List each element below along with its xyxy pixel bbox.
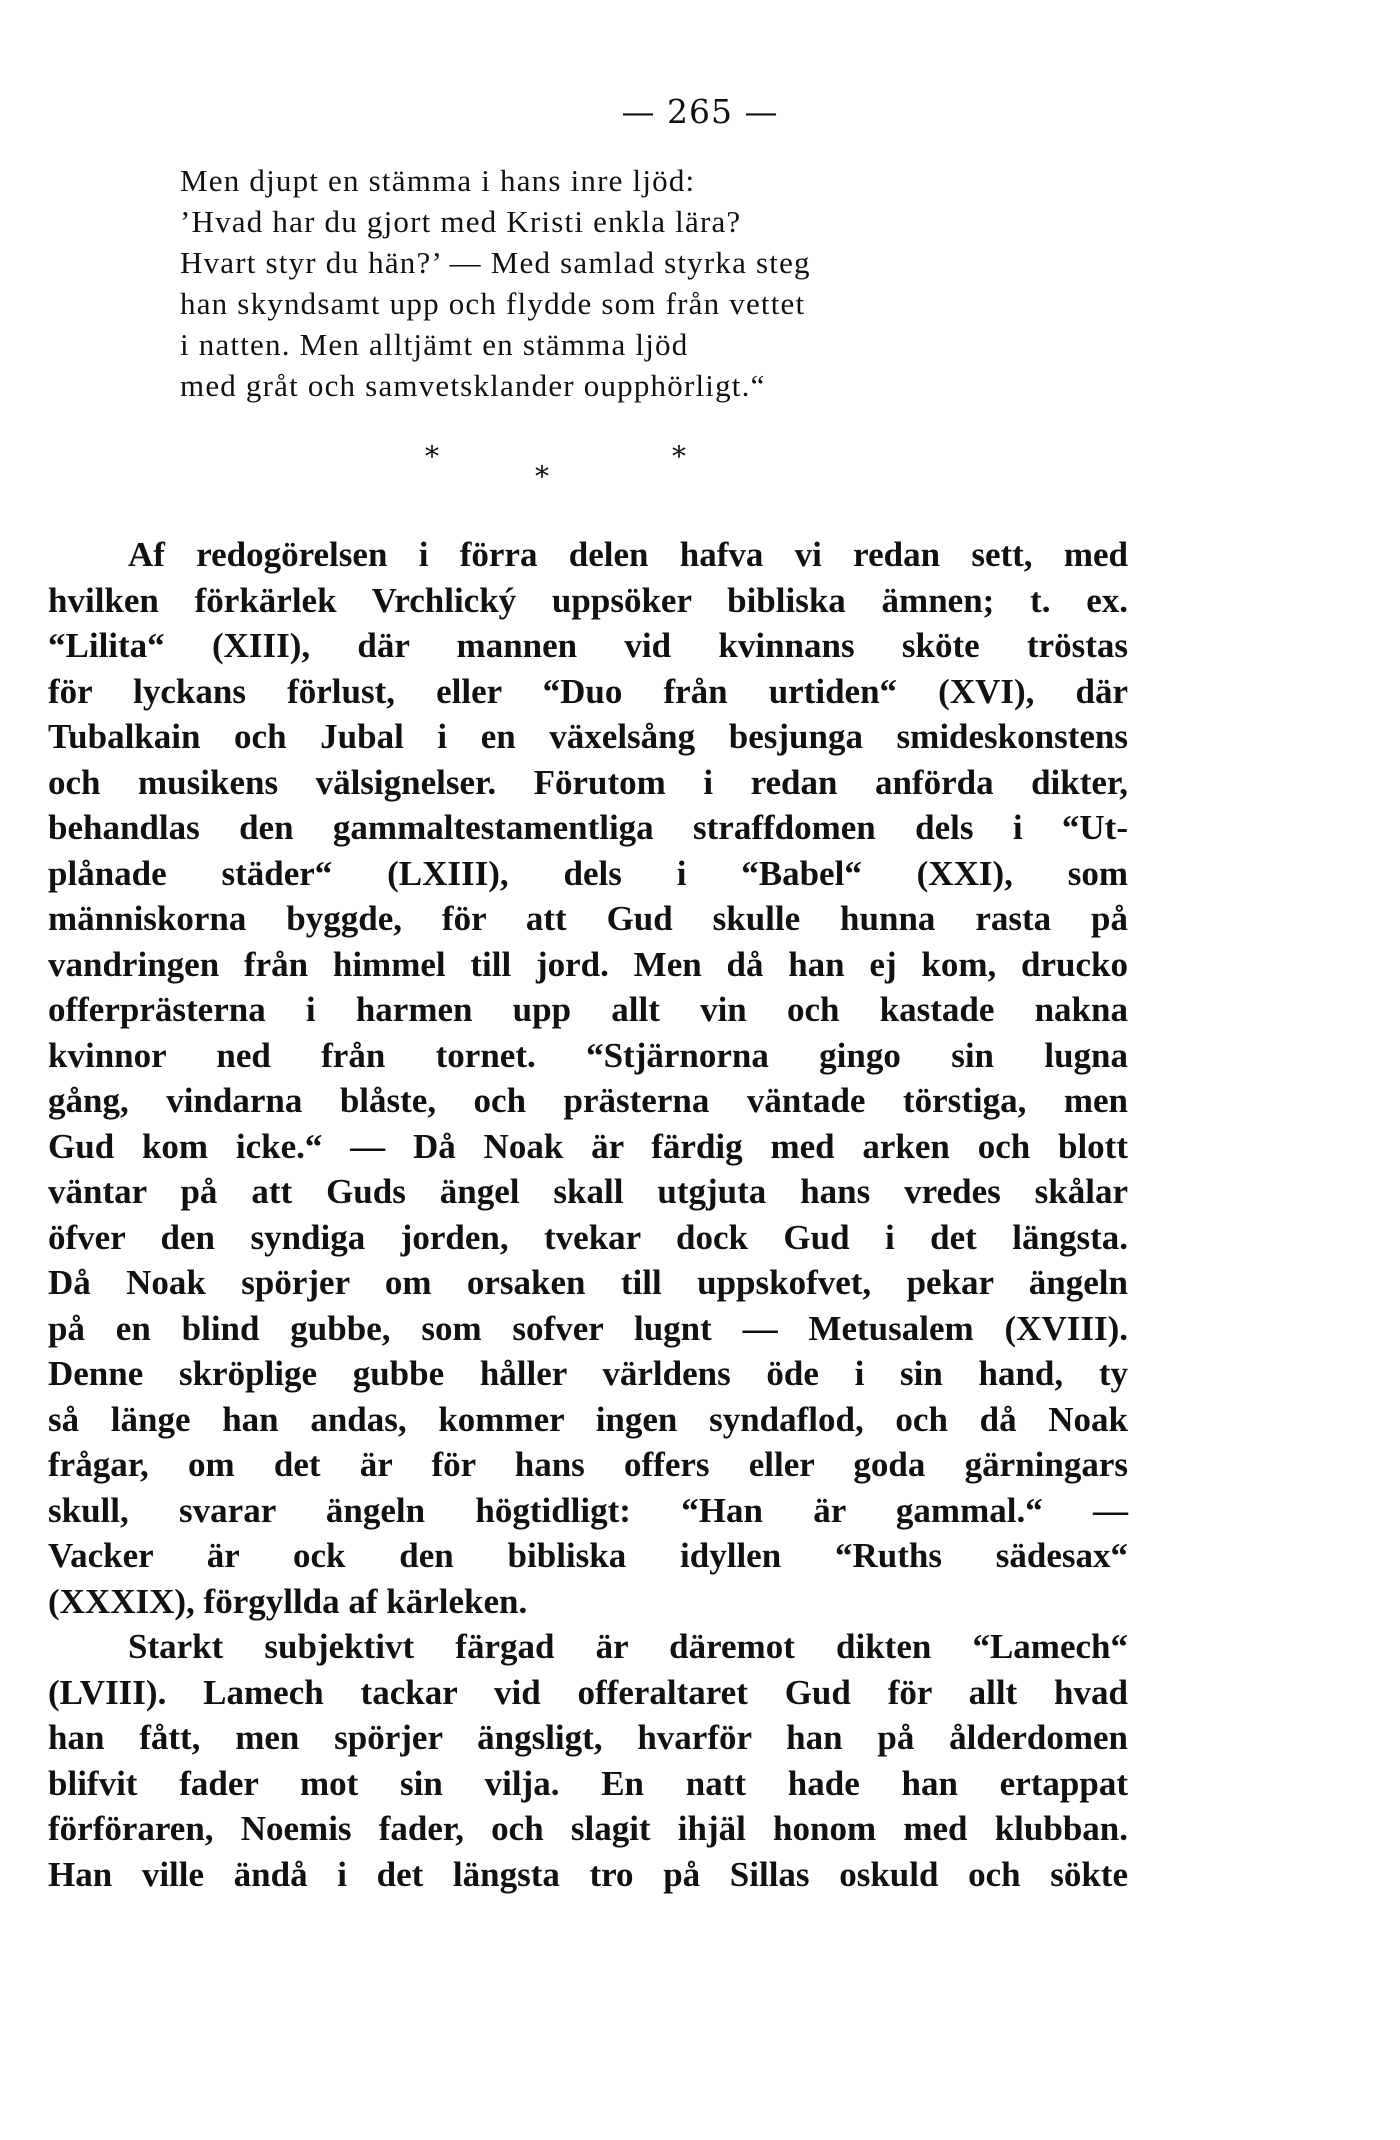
paragraph-line: Tubalkain och Jubal i en växelsång besjunga smideskonstens: [48, 717, 1128, 756]
quote-line: han skyndsamt upp och flydde som från vettet: [180, 286, 806, 321]
paragraph-line: Denne skröplige gubbe håller världens öde i sin hand, ty: [48, 1354, 1128, 1393]
paragraph-line: hvilken förkärlek Vrchlický uppsöker bibliska ämnen; t. ex.: [48, 580, 1128, 620]
paragraph-line: Gud kom icke.“ — Då Noak är färdig med arken och blott: [48, 1126, 1128, 1166]
paragraph-line: människorna byggde, för att Gud skulle hunna rasta på: [48, 899, 1128, 938]
paragraph-line: gång, vindarna blåste, och prästerna väntade törstiga, men: [48, 1081, 1128, 1120]
paragraph-line: skull, svarar ängeln högtidligt: “Han är gammal.“ —: [48, 1490, 1128, 1530]
paragraph-line: kvinnor ned från tornet. “Stjärnorna gingo sin lugna: [48, 1035, 1128, 1075]
quote-line: i natten. Men alltjämt en stämma ljöd: [180, 327, 689, 362]
paragraph-line: plånade städer“ (LXIII), dels i “Babel“ (XXI), som: [48, 853, 1128, 893]
asterisk-icon: *: [535, 460, 549, 493]
page-number: — 265 —: [621, 92, 779, 131]
quote-line: Men djupt en stämma i hans inre ljöd:: [180, 163, 696, 198]
paragraph-line: förföraren, Noemis fader, och slagit ihjäl honom med klubban.: [48, 1809, 1128, 1848]
paragraph-line: på en blind gubbe, som sofver lugnt — Metusalem (XVIII).: [48, 1308, 1128, 1348]
paragraph-line: Vacker är ock den bibliska idyllen “Ruths sädesax“: [48, 1536, 1128, 1575]
poem-quote: [180, 160, 1040, 406]
paragraph-line: för lyckans förlust, eller “Duo från urtiden“ (XVI), där: [48, 671, 1128, 711]
paragraph-line: väntar på att Guds ängel skall utgjuta hans vredes skålar: [48, 1172, 1128, 1211]
asterisk-icon: *: [425, 440, 439, 473]
paragraph-line: behandlas den gammaltestamentliga straffdomen dels i “Ut-: [48, 808, 1128, 847]
paragraph-line: frågar, om det är för hans offers eller goda gärningars: [48, 1445, 1128, 1484]
paragraph-line: (LVIII). Lamech tackar vid offeraltaret Gud för allt hvad: [48, 1672, 1128, 1712]
paragraph-line: blifvit fader mot sin vilja. En natt hade han ertappat: [48, 1763, 1128, 1803]
paragraph-line: Då Noak spörjer om orsaken till uppskofvet, pekar ängeln: [48, 1263, 1128, 1302]
paragraph-line: Starkt subjektivt färgad är däremot dikten “Lamech“: [128, 1627, 1128, 1666]
section-separator: [0, 440, 1400, 500]
paragraph-line: öfver den syndiga jorden, tvekar dock Gud i det längsta.: [48, 1217, 1128, 1257]
paragraph-line: han fått, men spörjer ängsligt, hvarför han på ålderdomen: [48, 1718, 1128, 1757]
paragraph-line: Han ville ändå i det längsta tro på Sillas oskuld och sökte: [48, 1854, 1128, 1894]
quote-line: med gråt och samvetsklander oupphörligt.“: [180, 368, 766, 403]
paragraph-line: Af redogörelsen i förra delen hafva vi redan sett, med: [128, 535, 1128, 574]
paragraph-line: (XXXIX), förgyllda af kärleken.: [48, 1581, 528, 1621]
body-text: [48, 532, 1128, 1897]
quote-line: ’Hvad har du gjort med Kristi enkla lära?: [180, 204, 742, 239]
paragraph-line: “Lilita“ (XIII), där mannen vid kvinnans sköte tröstas: [48, 626, 1128, 665]
paragraph-line: offerprästerna i harmen upp allt vin och kastade nakna: [48, 990, 1128, 1029]
paragraph-line: så länge han andas, kommer ingen syndaflod, och då Noak: [48, 1399, 1128, 1439]
paragraph-line: vandringen från himmel till jord. Men då han ej kom, drucko: [48, 944, 1128, 984]
quote-line: Hvart styr du hän?’ — Med samlad styrka steg: [180, 245, 811, 280]
asterisk-icon: *: [672, 440, 686, 473]
paragraph-line: och musikens välsignelser. Förutom i redan anförda dikter,: [48, 762, 1128, 802]
